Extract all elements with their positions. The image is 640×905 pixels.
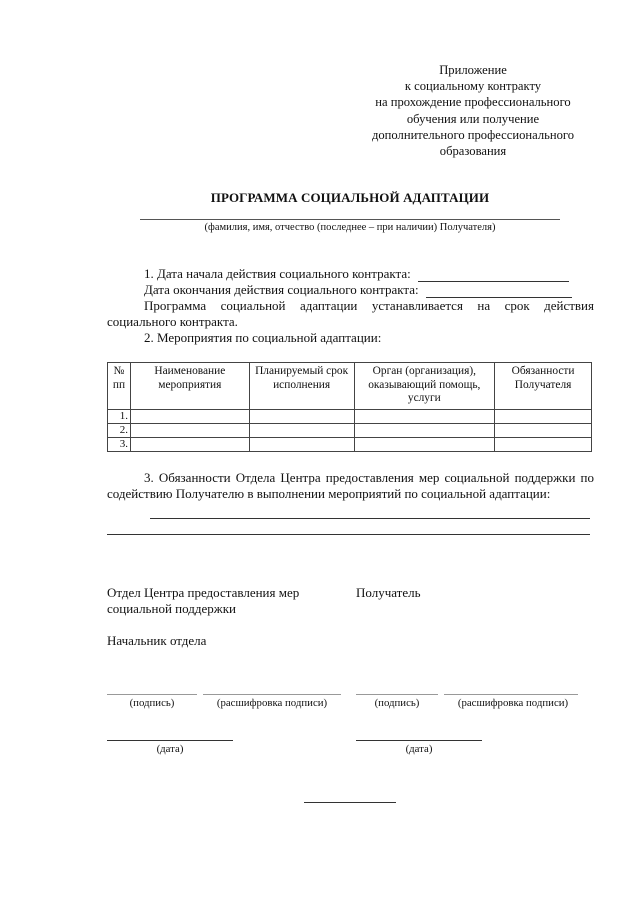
- table-row: [108, 438, 592, 452]
- end-date-label: Дата окончания действия социального контракта:: [144, 282, 419, 297]
- table-cell[interactable]: [249, 424, 354, 438]
- term-paragraph: Программа социальной адаптации устанавливается на срок действия социального контракта.: [107, 298, 594, 329]
- document-title: ПРОГРАММА СОЦИАЛЬНОЙ АДАПТАЦИИ: [210, 190, 490, 205]
- left-date-caption: (дата): [156, 743, 184, 755]
- right-date-caption: (дата): [405, 743, 433, 755]
- duties-field[interactable]: [150, 518, 590, 519]
- left-decode-field[interactable]: [203, 694, 341, 695]
- right-signature-caption: (подпись): [374, 697, 420, 709]
- table-cell[interactable]: [130, 438, 249, 452]
- start-date-row: [107, 266, 594, 282]
- column-header-planned-term: Планируемый срок исполнения: [249, 363, 354, 410]
- table-cell[interactable]: [354, 410, 495, 424]
- table-cell[interactable]: [354, 438, 495, 452]
- duties-field-2[interactable]: [107, 534, 590, 535]
- appendix-line: дополнительного профессионального: [371, 127, 575, 142]
- column-header-recipient-duties: Обязанности Получателя: [495, 363, 592, 410]
- table-cell[interactable]: [495, 410, 592, 424]
- column-header-number: № пп: [108, 363, 131, 410]
- table-row: [108, 424, 592, 438]
- table-row: [108, 410, 592, 424]
- start-date-label: 1. Дата начала действия социального контракта:: [144, 266, 411, 281]
- table-cell[interactable]: [354, 424, 495, 438]
- recipient-name-field[interactable]: [140, 219, 560, 220]
- table-cell[interactable]: [249, 410, 354, 424]
- column-header-organization: Орган (организация), оказывающий помощь, услуги: [354, 363, 495, 410]
- recipient-name-caption: (фамилия, имя, отчество (последнее – при наличии) Получателя): [204, 222, 496, 233]
- row-number: 3.: [108, 438, 131, 452]
- start-date-field[interactable]: [418, 269, 569, 282]
- appendix-line: на прохождение профессионального: [375, 95, 571, 110]
- left-date-field[interactable]: [107, 740, 233, 741]
- appendix-line: обучения или получение: [406, 111, 540, 126]
- left-org-name: Отдел Центра предоставления мер социальной поддержки: [107, 585, 300, 616]
- table-cell[interactable]: [495, 438, 592, 452]
- right-decode-field[interactable]: [444, 694, 578, 695]
- end-date-field[interactable]: [426, 285, 572, 298]
- row-number: 2.: [108, 424, 131, 438]
- table-cell[interactable]: [249, 438, 354, 452]
- duties-paragraph: 3. Обязанности Отдела Центра предоставления мер социальной поддержки по содействию Получателю в выполнении мероприятий по социальной адаптации:: [107, 470, 594, 501]
- right-signature-field[interactable]: [356, 694, 438, 695]
- table-cell[interactable]: [495, 424, 592, 438]
- right-date-field[interactable]: [356, 740, 482, 741]
- left-signature-caption: (подпись): [129, 697, 175, 709]
- events-table: [107, 362, 592, 452]
- appendix-header: [355, 62, 591, 159]
- table-cell[interactable]: [130, 424, 249, 438]
- appendix-line: Приложение: [439, 63, 507, 77]
- table-cell[interactable]: [130, 410, 249, 424]
- right-decode-caption: (расшифровка подписи): [457, 697, 569, 709]
- appendix-line: образования: [439, 144, 507, 159]
- table-header-row: [108, 363, 592, 410]
- column-header-event-name: Наименование мероприятия: [130, 363, 249, 410]
- events-label: 2. Мероприятия по социальной адаптации:: [144, 330, 382, 345]
- end-date-row: [107, 282, 594, 298]
- left-signature-field[interactable]: [107, 694, 197, 695]
- appendix-line: к социальному контракту: [404, 79, 542, 94]
- recipient-label: Получатель: [356, 585, 421, 600]
- department-head-label: Начальник отдела: [107, 633, 207, 648]
- footer-divider: [304, 802, 396, 803]
- left-decode-caption: (расшифровка подписи): [216, 697, 328, 709]
- row-number: 1.: [108, 410, 131, 424]
